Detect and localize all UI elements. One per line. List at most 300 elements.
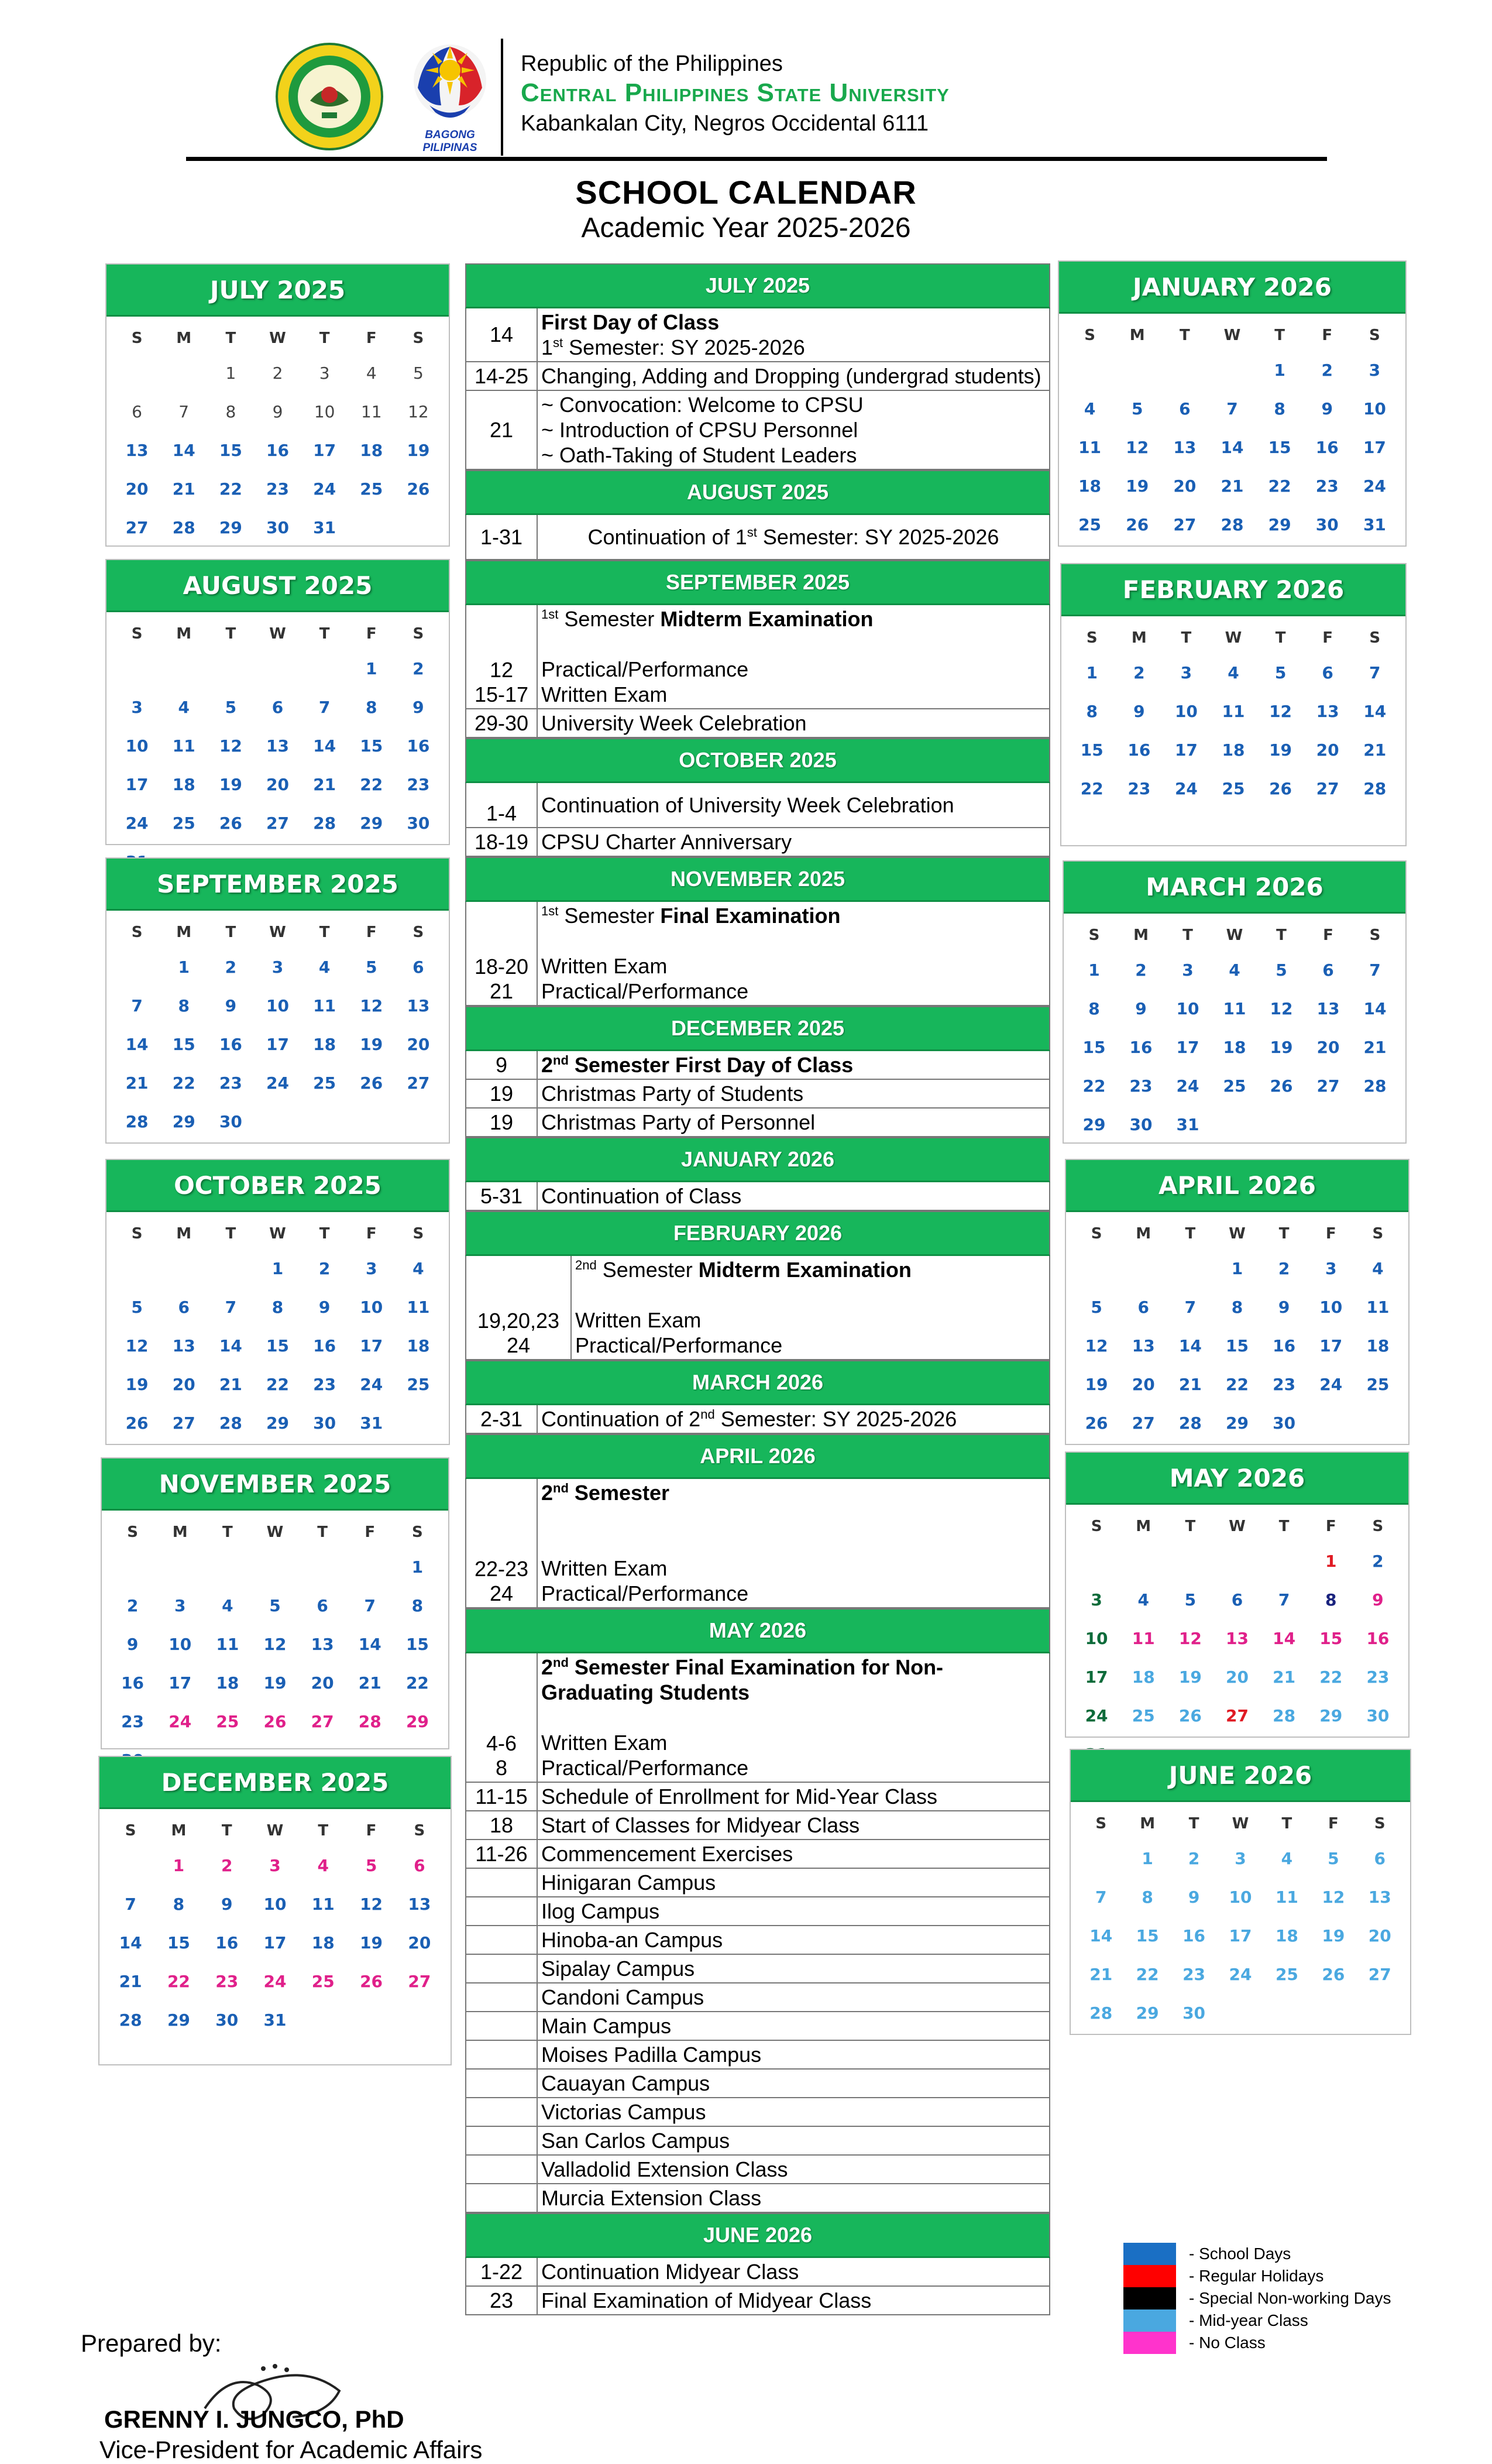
day-cell: 3	[269, 1856, 281, 1875]
day-cell: 10	[1363, 399, 1386, 418]
day-cell: 17	[1229, 1926, 1252, 1945]
day-cell: 21	[119, 1972, 142, 1991]
day-cell: 2	[272, 363, 283, 383]
day-cell: 11	[1222, 702, 1245, 721]
weekday-label: W	[266, 1523, 284, 1541]
day-cell: 2	[126, 1596, 139, 1615]
day-cell: 7	[1369, 960, 1381, 980]
month-grid	[106, 1212, 449, 1446]
day-cell: 11	[311, 1895, 335, 1914]
day-cell: 27	[1316, 779, 1339, 798]
day-cell: 23	[266, 479, 289, 499]
day-cell: 21	[1273, 1667, 1296, 1687]
event-description: $^{2nd}$ Semester Midterm Examination Written Exam Practical/Performance	[575, 1258, 912, 1357]
month-grid	[1066, 1212, 1408, 1446]
day-cell: 24	[1176, 1076, 1199, 1096]
event-date	[466, 2041, 538, 2068]
weekday-label: S	[1084, 327, 1095, 344]
empty-cell	[160, 650, 207, 688]
event-date: 9	[466, 1051, 538, 1079]
event-description: Ilog Campus	[541, 1899, 660, 1923]
day-cell: 5	[1091, 1298, 1102, 1317]
day-cell: 24	[313, 479, 336, 499]
day-cell: 12	[219, 736, 242, 756]
day-cell: 7	[318, 698, 331, 717]
month-grid	[106, 612, 449, 885]
day-cell: 3	[319, 363, 330, 383]
day-cell: 29	[405, 1712, 429, 1731]
event-row	[466, 308, 1049, 362]
day-cell: 19	[407, 441, 430, 460]
event-section	[465, 1182, 1050, 1211]
signatory-position: Vice-President for Academic Affairs	[99, 2436, 483, 2463]
day-cell: 18	[311, 1933, 335, 1952]
day-cell: 6	[317, 1596, 328, 1615]
event-section	[465, 1405, 1050, 1434]
event-row	[466, 1051, 1049, 1080]
event-description: Christmas Party of Students	[541, 1082, 804, 1106]
day-cell: 10	[1085, 1629, 1108, 1648]
day-cell: 28	[125, 1112, 149, 1131]
day-cell: 9	[126, 1635, 139, 1654]
day-cell: 25	[313, 1073, 336, 1093]
day-cell: 9	[1321, 399, 1333, 418]
month-grid	[106, 911, 449, 1145]
event-date	[466, 2127, 538, 2154]
weekday-label: S	[1086, 629, 1098, 647]
month-header	[106, 1160, 449, 1212]
event-date: 1-31	[466, 515, 538, 559]
event-description: 2nd Semester Written Exam Practical/Performance	[541, 1481, 749, 1605]
event-row	[466, 1109, 1049, 1136]
day-cell: 9	[1133, 702, 1145, 721]
day-cell: 18	[360, 441, 383, 460]
event-section	[465, 1479, 1050, 1608]
day-cell: 1	[173, 1856, 185, 1875]
day-cell: 1	[1086, 663, 1098, 682]
day-cell: 14	[1089, 1926, 1113, 1945]
empty-cell	[207, 1250, 254, 1288]
event-date	[466, 2098, 538, 2126]
day-cell: 15	[167, 1933, 190, 1952]
month-grid	[1061, 616, 1405, 812]
day-cell: 19	[360, 1933, 383, 1952]
day-cell: 28	[1221, 515, 1244, 534]
day-cell: 3	[1182, 960, 1194, 980]
day-cell: 6	[271, 698, 284, 717]
empty-cell	[114, 354, 160, 393]
day-cell: 2	[1133, 663, 1145, 682]
day-cell: 1	[225, 363, 236, 383]
legend-swatch	[1123, 2309, 1176, 2332]
signatory-name: GRENNY I. JUNGCO, PhD	[104, 2405, 404, 2433]
weekday-label: S	[1088, 926, 1100, 944]
event-month-header: MARCH 2026	[465, 1360, 1050, 1405]
month-header	[1061, 564, 1405, 616]
day-cell: 18	[407, 1336, 430, 1355]
day-cell: 20	[407, 1035, 430, 1054]
day-cell: 21	[1363, 740, 1387, 760]
weekday-label: F	[1323, 926, 1333, 944]
event-description: University Week Celebration	[541, 711, 807, 735]
day-cell: 15	[266, 1336, 289, 1355]
event-date: 29-30	[466, 709, 538, 737]
weekday-label: T	[318, 1822, 329, 1840]
event-date	[466, 1955, 538, 1982]
day-cell: 6	[414, 1856, 425, 1875]
day-cell: 14	[119, 1933, 142, 1952]
event-row	[466, 2287, 1049, 2314]
empty-cell	[114, 1250, 160, 1288]
day-cell: 21	[358, 1673, 381, 1693]
month-year: 2026	[1236, 1463, 1305, 1492]
month-year: 2026	[1247, 1171, 1316, 1200]
event-date: 18-20 21	[466, 902, 538, 1005]
event-month-header: FEBRUARY 2026	[465, 1211, 1050, 1256]
day-cell: 26	[219, 814, 242, 833]
day-cell: 30	[215, 2010, 239, 2030]
day-cell: 12	[125, 1336, 149, 1355]
day-cell: 21	[172, 479, 195, 499]
weekday-label: M	[176, 625, 192, 643]
weekday-label: W	[1229, 1225, 1246, 1243]
day-cell: 12	[1270, 999, 1293, 1018]
empty-cell	[204, 1548, 251, 1587]
day-cell: 20	[1368, 1926, 1391, 1945]
event-description: Schedule of Enrollment for Mid-Year Class	[541, 1784, 937, 1808]
day-cell: 27	[266, 814, 289, 833]
weekday-label: F	[366, 1225, 377, 1243]
day-cell: 31	[263, 2010, 287, 2030]
day-cell: 13	[1132, 1336, 1155, 1355]
day-cell: 27	[408, 1972, 431, 1991]
empty-cell	[106, 1847, 154, 1885]
day-cell: 30	[1366, 1706, 1390, 1725]
weekday-label: S	[412, 1225, 424, 1243]
weekday-label: T	[225, 1225, 236, 1243]
day-cell: 7	[1369, 663, 1381, 682]
weekday-label: S	[131, 625, 143, 643]
event-description: Valladolid Extension Class	[541, 2157, 788, 2181]
empty-cell	[1167, 1250, 1213, 1288]
day-cell: 25	[1222, 779, 1245, 798]
event-row	[466, 1840, 1049, 1869]
day-cell: 4	[1229, 960, 1240, 980]
event-row	[466, 902, 1049, 1005]
day-cell: 12	[408, 402, 429, 421]
day-cell: 21	[125, 1073, 149, 1093]
month-year: 2025	[313, 1171, 381, 1200]
day-cell: 24	[1363, 476, 1386, 496]
day-cell: 9	[225, 996, 237, 1015]
day-cell: 17	[1176, 1038, 1199, 1057]
day-cell: 27	[311, 1712, 334, 1731]
month-header	[1071, 1750, 1410, 1802]
event-row	[466, 2070, 1049, 2098]
event-row	[466, 2184, 1049, 2212]
day-cell: 6	[1322, 960, 1334, 980]
day-cell: 27	[1226, 1706, 1249, 1725]
day-cell: 25	[1275, 1965, 1298, 1984]
day-cell: 4	[317, 1856, 329, 1875]
day-cell: 19	[1085, 1375, 1108, 1394]
day-cell: 14	[1273, 1629, 1296, 1648]
legend-swatch	[1123, 2243, 1176, 2265]
month-card-june	[1070, 1749, 1411, 2035]
day-cell: 24	[1174, 779, 1198, 798]
day-cell: 3	[1235, 1849, 1246, 1868]
weekday-label: T	[1179, 327, 1190, 344]
weekday-label: S	[1369, 926, 1381, 944]
day-cell: 15	[172, 1035, 195, 1054]
empty-cell	[301, 650, 348, 688]
day-cell: 9	[1278, 1298, 1290, 1317]
event-description: Start of Classes for Midyear Class	[541, 1813, 860, 1837]
day-cell: 13	[1226, 1629, 1249, 1648]
day-cell: 7	[125, 1895, 136, 1914]
weekday-label: S	[1374, 1815, 1386, 1832]
day-cell: 9	[318, 1298, 331, 1317]
day-cell: 20	[266, 775, 289, 794]
weekday-label: M	[176, 1225, 192, 1243]
event-description: Christmas Party of Personnel	[541, 1110, 816, 1134]
day-cell: 11	[1132, 1629, 1155, 1648]
bagong-pilipinas-logo	[400, 35, 500, 154]
day-cell: 12	[360, 1895, 383, 1914]
day-cell: 13	[407, 996, 430, 1015]
weekday-label: F	[366, 1822, 377, 1840]
day-cell: 16	[1273, 1336, 1296, 1355]
month-card-march	[1063, 860, 1407, 1144]
day-cell: 8	[1088, 999, 1100, 1018]
day-cell: 8	[173, 1895, 185, 1914]
empty-cell	[1161, 351, 1208, 390]
empty-cell	[114, 650, 160, 688]
weekday-label: T	[319, 330, 330, 347]
day-cell: 16	[215, 1933, 239, 1952]
day-cell: 10	[169, 1635, 192, 1654]
event-date: 2-31	[466, 1405, 538, 1433]
day-cell: 15	[219, 441, 242, 460]
event-row	[466, 1653, 1049, 1783]
day-cell: 13	[1316, 702, 1339, 721]
event-date: 4-6 8	[466, 1653, 538, 1782]
day-cell: 9	[221, 1895, 233, 1914]
weekday-label: M	[176, 330, 192, 347]
month-name: MAY	[1169, 1463, 1229, 1492]
day-cell: 9	[1188, 1888, 1200, 1907]
event-row	[466, 605, 1049, 709]
day-cell: 4	[178, 698, 190, 717]
event-section	[465, 1653, 1050, 2213]
day-cell: 29	[1136, 2003, 1159, 2023]
day-cell: 26	[1085, 1413, 1108, 1433]
day-cell: 13	[1316, 999, 1340, 1018]
empty-cell	[1066, 351, 1113, 390]
day-cell: 17	[263, 1933, 287, 1952]
weekday-label: F	[366, 330, 377, 347]
event-row	[466, 1869, 1049, 1897]
month-header	[102, 1459, 448, 1511]
day-cell: 21	[1363, 1038, 1387, 1057]
event-description: Candoni Campus	[541, 1985, 704, 2009]
event-section	[465, 308, 1050, 470]
legend-swatch	[1123, 2287, 1176, 2309]
event-date	[466, 2070, 538, 2097]
day-cell: 12	[360, 996, 383, 1015]
day-cell: 15	[360, 736, 383, 756]
weekday-label: S	[127, 1523, 138, 1541]
day-cell: 31	[1363, 515, 1386, 534]
day-cell: 26	[1322, 1965, 1345, 1984]
weekday-label: S	[131, 1225, 143, 1243]
day-cell: 2	[1135, 960, 1147, 980]
event-date: 22-23 24	[466, 1479, 538, 1607]
day-cell: 7	[1095, 1888, 1107, 1907]
day-cell: 24	[169, 1712, 192, 1731]
weekday-label: T	[319, 625, 330, 643]
day-cell: 23	[215, 1972, 239, 1991]
page-subtitle: Academic Year 2025-2026	[581, 212, 911, 243]
weekday-label: S	[412, 625, 424, 643]
event-date: 14	[466, 308, 538, 361]
event-description: ~ Convocation: Welcome to CPSU ~ Introduction of CPSU Personnel ~ Oath-Taking of Student Leaders	[541, 393, 864, 467]
weekday-label: F	[365, 1523, 376, 1541]
weekday-label: M	[1129, 327, 1145, 344]
day-cell: 5	[1276, 960, 1287, 980]
day-cell: 2	[225, 958, 237, 977]
day-cell: 7	[178, 402, 190, 421]
weekday-label: M	[1136, 1225, 1151, 1243]
day-cell: 13	[125, 441, 149, 460]
month-year: 2025	[320, 1768, 389, 1797]
empty-cell	[160, 1250, 207, 1288]
event-month-header: MAY 2026	[465, 1608, 1050, 1653]
day-cell: 6	[1374, 1849, 1386, 1868]
day-cell: 4	[318, 958, 331, 977]
day-cell: 2	[221, 1856, 233, 1875]
month-year: 2025	[277, 275, 346, 304]
day-cell: 13	[408, 1895, 431, 1914]
day-cell: 10	[1319, 1298, 1343, 1317]
event-section	[465, 1256, 1050, 1360]
university-seal	[275, 42, 384, 151]
day-cell: 7	[1278, 1590, 1290, 1610]
event-description: Continuation Midyear Class	[541, 2260, 799, 2284]
weekday-label: W	[1223, 327, 1241, 344]
day-cell: 6	[1137, 1298, 1149, 1317]
event-description: Continuation of Class	[541, 1184, 742, 1208]
day-cell: 15	[1136, 1926, 1159, 1945]
weekday-label: W	[1229, 1518, 1246, 1535]
day-cell: 23	[1366, 1667, 1390, 1687]
month-grid	[102, 1511, 448, 1783]
day-cell: 11	[1275, 1888, 1298, 1907]
event-date: 1-4	[466, 783, 538, 827]
event-date: 5-31	[466, 1182, 538, 1210]
day-cell: 20	[1316, 740, 1339, 760]
day-cell: 3	[1325, 1259, 1337, 1278]
day-cell: 5	[131, 1298, 143, 1317]
day-cell: 29	[1226, 1413, 1249, 1433]
month-header	[1066, 1160, 1408, 1212]
month-name: APRIL	[1158, 1171, 1240, 1200]
day-cell: 28	[172, 518, 195, 537]
weekday-label: S	[414, 1822, 425, 1840]
day-cell: 20	[125, 479, 149, 499]
day-cell: 7	[364, 1596, 376, 1615]
day-cell: 23	[1129, 1076, 1153, 1096]
day-cell: 16	[1315, 438, 1339, 457]
day-cell: 27	[172, 1413, 195, 1433]
day-cell: 8	[411, 1596, 424, 1615]
event-row	[466, 2127, 1049, 2156]
event-section	[465, 2258, 1050, 2315]
day-cell: 19	[263, 1673, 287, 1693]
day-cell: 20	[311, 1673, 334, 1693]
day-cell: 29	[1082, 1115, 1106, 1134]
day-cell: 11	[1223, 999, 1246, 1018]
day-cell: 20	[172, 1375, 195, 1394]
day-cell: 14	[1221, 438, 1244, 457]
month-name: SEPTEMBER	[157, 869, 322, 898]
day-cell: 3	[1180, 663, 1192, 682]
weekday-label: M	[172, 1523, 188, 1541]
event-month-header: SEPTEMBER 2025	[465, 560, 1050, 605]
event-section	[465, 605, 1050, 738]
day-cell: 17	[1363, 438, 1386, 457]
event-date: 11-15	[466, 1783, 538, 1810]
day-cell: 26	[360, 1972, 383, 1991]
weekday-label: T	[1278, 1518, 1290, 1535]
day-cell: 28	[313, 814, 336, 833]
event-row	[466, 1479, 1049, 1607]
day-cell: 13	[1368, 1888, 1391, 1907]
event-date	[466, 1869, 538, 1896]
event-description: Hinigaran Campus	[541, 1871, 716, 1895]
day-cell: 30	[407, 814, 430, 833]
event-date: 18	[466, 1811, 538, 1839]
day-cell: 26	[1126, 515, 1149, 534]
day-cell: 30	[1182, 2003, 1206, 2023]
day-cell: 22	[405, 1673, 429, 1693]
month-grid	[99, 1809, 451, 2043]
day-cell: 14	[1178, 1336, 1202, 1355]
month-year: 2026	[1243, 1761, 1312, 1790]
weekday-label: T	[1185, 1225, 1196, 1243]
event-date	[466, 2012, 538, 2040]
event-description: Changing, Adding and Dropping (undergrad students)	[541, 364, 1041, 388]
day-cell: 29	[219, 518, 242, 537]
day-cell: 9	[412, 698, 424, 717]
empty-cell	[1167, 1542, 1213, 1581]
day-cell: 15	[1080, 740, 1103, 760]
legend-swatch	[1123, 2332, 1176, 2354]
day-cell: 3	[366, 1259, 377, 1278]
weekday-label: W	[269, 330, 286, 347]
month-card-november	[101, 1457, 449, 1749]
day-cell: 18	[172, 775, 195, 794]
day-cell: 25	[311, 1972, 335, 1991]
day-cell: 13	[266, 736, 289, 756]
day-cell: 14	[172, 441, 195, 460]
day-cell: 5	[1131, 399, 1143, 418]
day-cell: 10	[263, 1895, 287, 1914]
day-cell: 28	[1273, 1706, 1296, 1725]
legend-label: - No Class	[1189, 2333, 1266, 2352]
day-cell: 30	[313, 1413, 336, 1433]
day-cell: 29	[266, 1413, 289, 1433]
